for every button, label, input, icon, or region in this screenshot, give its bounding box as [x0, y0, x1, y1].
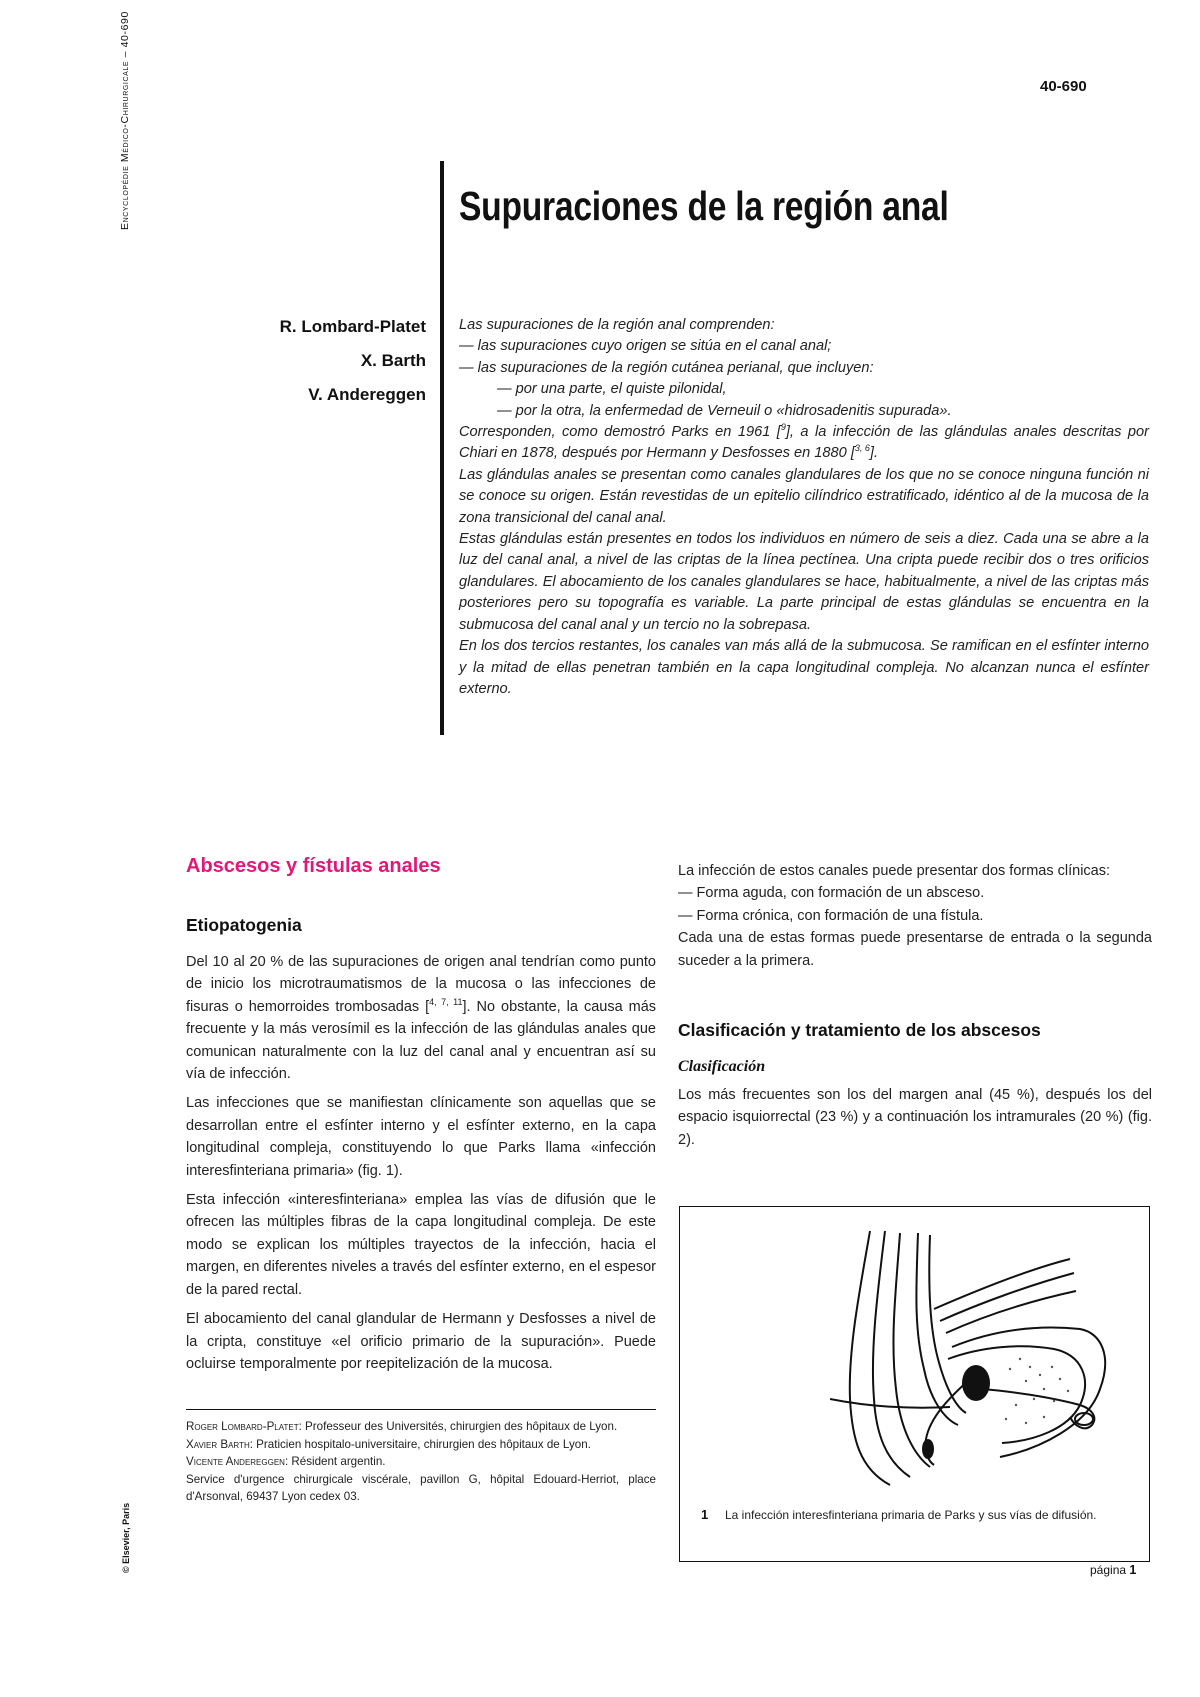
body-paragraph: El abocamiento del canal glandular de Hermann y Desfosses a nivel de la cripta, constituye «el orificio primario de la supuración». Puede ocluirse temporalmente por reepitelización de la mucosa.: [186, 1311, 656, 1372]
subsubsection-title: Clasificación: [678, 1058, 766, 1075]
abstract-line: Las supuraciones de la región anal comprenden:: [459, 317, 775, 333]
figure-number: 1: [701, 1507, 709, 1522]
body-text-right: [678, 1084, 1152, 1151]
footnote-rule: [186, 1409, 656, 1410]
subsection-title: Etiopatogenia: [186, 915, 302, 935]
subsection-title: Clasificación y tratamiento de los abscesos: [678, 1020, 1041, 1040]
body-paragraph: Del 10 al 20 % de las supuraciones de origen anal tendrían como punto de inicio los microtraumatismos de la mucosa o las infecciones de fisuras o hemorroides trombosadas [$^{4, 7, 11}$]. No obstante, la causa más frecuente y la más verosímil es la infección de las glándulas anales que comunican naturalmente con la luz del canal anal y encuentran así su vía de infección.: [186, 954, 657, 1083]
abstract-paragraph: En los dos tercios restantes, los canales van más allá de la submucosa. Se ramifican en el esfínter interno y la mitad de ellas penetran también en la capa longitudinal compleja. No alcanzan nunca el esfínter externo.: [459, 638, 1149, 697]
body-text-right: [678, 860, 1152, 972]
body-paragraph: Los más frecuentes son los del margen anal (45 %), después los del espacio isquiorrectal (23 %) y a continuación los intramurales (20 %) (fig. 2).: [678, 1087, 1152, 1148]
abstract-paragraph: Estas glándulas están presentes en todos los individuos en número de seis a diez. Cada una se abre a la luz del canal anal, a nivel de las criptas de la línea pectínea. Una cripta puede recibir dos o tres orificios glandulares. El abocamiento de los canales glandulares se hace, habitualmente, a nivel de las criptas más posteriores pero su topografía es variable. La parte principal de estas glándulas se encuentra en la submucosa del canal anal y un tercio no la sobrepasa.: [459, 531, 1149, 633]
body-list-item: — Forma crónica, con formación de una fístula.: [678, 907, 984, 924]
citation-ref: 3, 6: [854, 443, 870, 454]
title-divider-bar: [440, 161, 444, 735]
affiliation-note: Vicente Andereggen: Résident argentin.: [186, 1455, 386, 1469]
abstract-line: — por la otra, la enfermedad de Verneuil o «hidrosadenitis supurada».: [497, 402, 952, 419]
abstract-line: — las supuraciones de la región cutánea perianal, que incluyen:: [459, 359, 874, 376]
author-name: X. Barth: [360, 351, 426, 370]
section-title: Abscesos y fístulas anales: [186, 855, 441, 877]
body-list-item: — Forma aguda, con formación de un absceso.: [678, 885, 985, 902]
citation-ref: 9: [780, 422, 786, 433]
abstract-line: — por una parte, el quiste pilonidal,: [497, 381, 727, 398]
body-paragraph: Las infecciones que se manifiestan clínicamente son aquellas que se desarrollan entre el esfínter interno y el esfínter externo, en la capa longitudinal compleja, constituyendo lo que Parks llama «infección interesfinteriana primaria» (fig. 1).: [186, 1095, 656, 1179]
body-text-left: [186, 951, 656, 1375]
affiliation-note: Service d'urgence chirurgicale viscérale, pavillon G, hôpital Edouard-Herriot, place d'Arsonval, 69437 Lyon cedex 03.: [186, 1472, 656, 1504]
abstract-paragraph: Las glándulas anales se presentan como canales glandulares de los que no se conoce ninguna función ni se conoce su origen. Están revestidas de un epitelio cilíndrico estratificado, idéntico al de la mucosa de la zona transicional del canal anal.: [459, 466, 1149, 526]
figure-caption: La infección interesfinteriana primaria de Parks y sus vías de difusión.: [725, 1508, 1097, 1522]
affiliation-note: Xavier Barth: Praticien hospitalo-universitaire, chirurgien des hôpitaux de Lyon.: [186, 1437, 591, 1451]
abstract-line: — las supuraciones cuyo origen se sitúa en el canal anal;: [459, 338, 832, 355]
abstract: [459, 315, 1149, 700]
affiliation-note: Roger Lombard-Platet: Professeur des Universités, chirurgien des hôpitaux de Lyon.: [186, 1420, 618, 1433]
author-affiliations: [186, 1418, 656, 1506]
body-paragraph: La infección de estos canales puede presentar dos formas clínicas:: [678, 863, 1111, 879]
article-title: Supuraciones de la región anal: [459, 183, 949, 229]
author-name: V. Andereggen: [308, 385, 426, 404]
abstract-paragraph: Corresponden, como demostró Parks en 1961 [$^9$], a la infección de las glándulas anales descritas por Chiari en 1878, después por Hermann y Desfosses en 1880 [$^{3, 6}$].: [459, 422, 1149, 462]
page-number: página 1: [1090, 1563, 1137, 1577]
author-name: R. Lombard-Platet: [279, 317, 426, 336]
citation-ref: 4, 7, 11: [429, 996, 463, 1007]
copyright-side-label: © Elsevier, Paris: [121, 1502, 131, 1573]
document-code: 40-690: [1040, 78, 1087, 95]
body-paragraph: Cada una de estas formas puede presentarse de entrada o la segunda suceder a la primera.: [678, 930, 1152, 969]
figure-1: [679, 1206, 1150, 1562]
body-paragraph: Esta infección «interesfinteriana» emplea las vías de difusión que le ofrecen las múltiples fibras de la capa longitudinal compleja. De este modo se explican los múltiples trayectos de la infección, hacia el margen, en diferentes niveles a través del esfínter externo, en el espesor de la pared rectal.: [186, 1192, 656, 1298]
journal-side-label: Encyclopédie Médico-Chirurgicale – 40-690: [119, 11, 131, 230]
anal-canal-illustration: [830, 1229, 1120, 1487]
author-list: [200, 315, 426, 417]
